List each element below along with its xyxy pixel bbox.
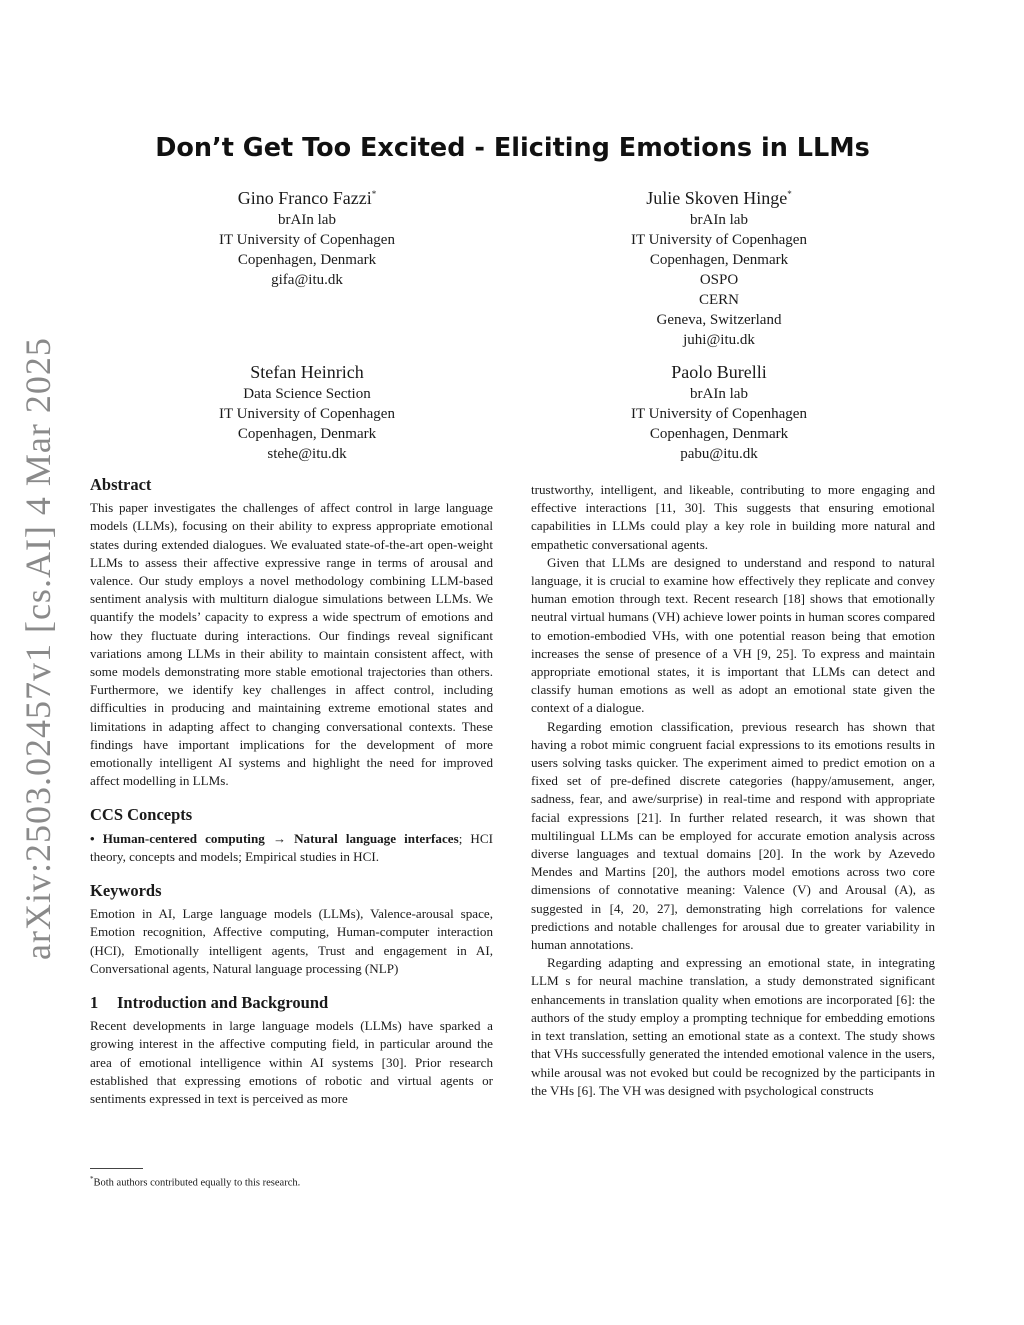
author-affiliation: brAIn lab — [690, 386, 748, 402]
author-affiliation: Copenhagen, Denmark — [237, 426, 377, 442]
author-affiliation: IT University of Copenhagen — [631, 406, 807, 422]
intro-paragraph: Regarding adapting and expressing an emotional state, in integrating LLM s for neural machine translation, a study demonstrated significant enhancements in translation quality when emotions are incorporated [6]: the authors of the study employ a prompting technique for embedding emotions in text translation, setting an emotional state as a context. The study shows that VHs successfully generated the intended emotional valence in the users, while arousal was not evoked but could be recognized by the participants in the VHs [6]. The VH was designed with psychological constructs — [531, 955, 935, 1098]
author-name: Gino Franco Fazzi* — [237, 188, 377, 208]
author-affiliation: Geneva, Switzerland — [656, 312, 782, 328]
keywords-text: Emotion in AI, Large language models (LLMs), Valence-arousal space, Emotion recognition, Affective computing, Human-computer interaction (HCI), Emotionally intelligent agents, Trust and engagement in AI, Conversational agents, Natural language processing (NLP) — [90, 906, 493, 976]
abstract-heading: Abstract — [90, 475, 152, 494]
author-email: pabu@itu.dk — [680, 446, 758, 462]
author-affiliation: OSPO — [699, 272, 739, 288]
author-email: stehe@itu.dk — [267, 446, 347, 462]
keywords-heading: Keywords — [90, 881, 162, 901]
author-affiliation: Copenhagen, Denmark — [649, 426, 789, 442]
author-block — [569, 183, 869, 350]
author-name: Paolo Burelli — [671, 362, 767, 382]
author-block — [157, 183, 457, 290]
author-block — [157, 361, 457, 464]
author-block — [569, 361, 869, 464]
author-name: Stefan Heinrich — [250, 362, 364, 382]
footnote-divider — [90, 1168, 143, 1169]
right-column — [531, 481, 935, 1100]
author-affiliation: IT University of Copenhagen — [219, 232, 395, 248]
intro-paragraph: trustworthy, intelligent, and likeable, contributing to more engaging and effective interactions [11, 30]. This suggests that ensuring emotional capabilities in LLMs could play a key role in building more natural and empathetic conversational agents. — [531, 482, 935, 552]
intro-paragraph: Regarding emotion classification, previous research has shown that having a robot mimic congruent facial expressions to its emotions results in users solving tasks quicker. The experiment aimed to predict emotion on a fixed set of pre-defined discrete categories (happy/amusement, anger, sadness, fear, and awe/surprise) in real-time and respond with appropriate facial expressions [21]. In further related research, it was shown that multilingual LLMs can be employed for accurate emotion analysis across diverse languages and textual domains [20]. In the work by Azevedo Mendes and Martins [20], the authors model emotions across two core dimensions of connotative meaning: Valence (V) and Arousal (A), as suggested in [4, 20, 27], demonstrating high correlations for valence predictions and notable challenges for arousal due to greater variability in human annotations. — [531, 718, 935, 953]
author-affiliation: IT University of Copenhagen — [631, 232, 807, 248]
left-column — [90, 476, 493, 1108]
intro-paragraph: Given that LLMs are designed to understand and respond to natural language, it is crucial to examine how effectively they replicate and convey human emotion through text. Recent research [18] shows that emotionally neutral virtual humans (VH) achieve lower points in human scores compared to emotion-embodied VHs, with one potential reason being that emotion increases the sense of presence of a VH [9, 25]. To express and maintain appropriate emotional states, it is important that LLMs can detect and classify human emotions as well as adopt an emotional state given the context of a dialogue. — [531, 554, 935, 716]
ccs-concepts: • Human-centered computing → Natural language interfaces; HCI theory, concepts and models; Empirical studies in HCI. — [90, 830, 493, 864]
author-affiliation: CERN — [698, 292, 739, 308]
abstract-text: This paper investigates the challenges of affect control in large language models (LLMs), focusing on their ability to express appropriate emotional states during extended dialogues. We evaluated state-of-the-art open-weight LLMs to assess their affective expressive range in terms of arousal and valence. Our study employs a novel methodology combining LLM-based sentiment analysis with multiturn dialogue simulations between LLMs. We quantify the models’ capacity to express a wide spectrum of emotions and how they fluctuate during interactions. Our findings reveal significant variations among LLMs in their ability to maintain consistent affect, with some models demonstrating more stable emotional trajectories than others. Furthermore, we identify key challenges in affect control, including difficulties in producing and maintaining extreme emotional states and limitations in adapting affect to changing conversational contexts. These findings have important implications for the development of more emotionally intelligent AI systems and highlight the need for improved affect modelling in LLMs. — [90, 500, 493, 789]
arxiv-identifier: arXiv:2503.02457v1 [cs.AI] 4 Mar 2025 — [18, 337, 58, 960]
author-affiliation: Copenhagen, Denmark — [649, 252, 789, 268]
author-affiliation: Data Science Section — [243, 386, 371, 402]
author-email: juhi@itu.dk — [683, 332, 755, 348]
author-affiliation: IT University of Copenhagen — [219, 406, 395, 422]
author-affiliation: brAIn lab — [278, 212, 336, 228]
author-affiliation: brAIn lab — [690, 212, 748, 228]
section-heading: 1 Introduction and Background — [90, 993, 329, 1013]
author-email: gifa@itu.dk — [271, 272, 343, 288]
arxiv-sidebar — [8, 337, 68, 960]
author-name: Julie Skoven Hinge* — [646, 188, 792, 208]
ccs-heading: CCS Concepts — [90, 805, 193, 825]
footnote: *Both authors contributed equally to this research. — [90, 1175, 301, 1189]
author-affiliation: Copenhagen, Denmark — [237, 252, 377, 268]
paper-title: Don’t Get Too Excited - Eliciting Emotions in LLMs — [155, 133, 870, 163]
intro-paragraph: Recent developments in large language models (LLMs) have sparked a growing interest in the affective computing field, in particular around the area of emotional intelligence within AI systems [30]. Prior research established that expressing emotions of robotic and virtual agents or sentiments expressed in text is perceived as more — [90, 1018, 493, 1107]
